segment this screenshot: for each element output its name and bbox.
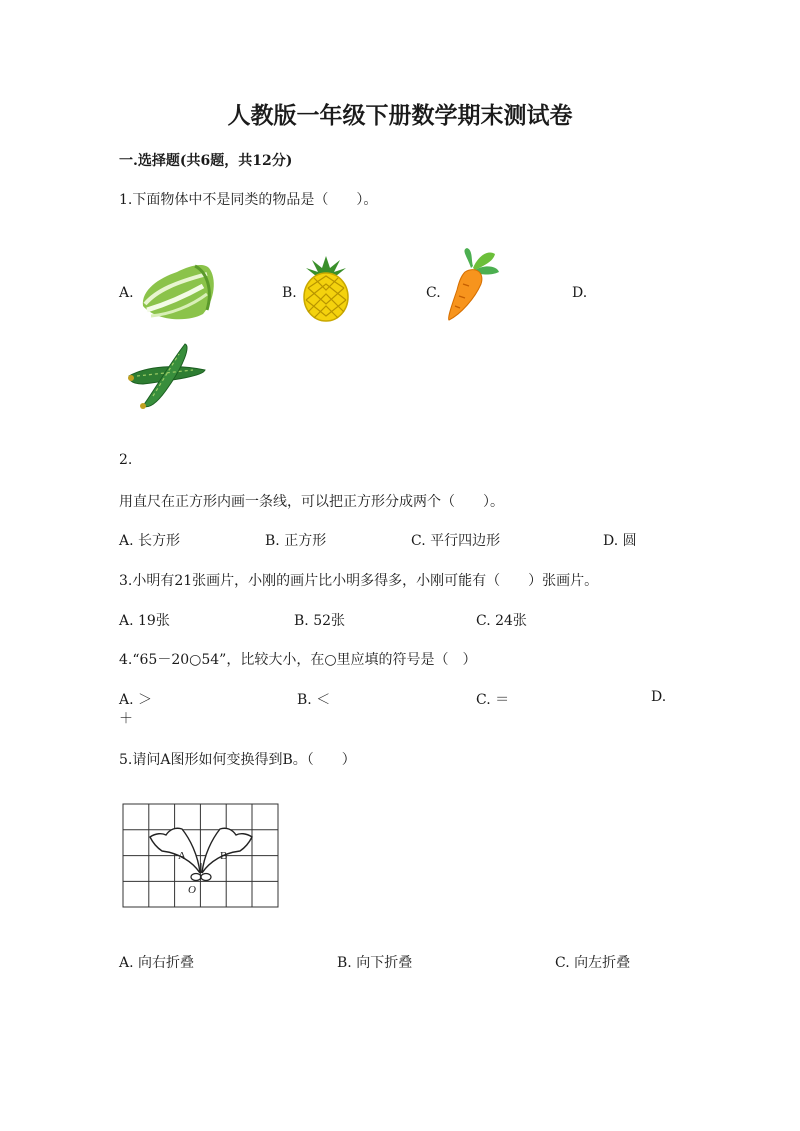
q3-option-c[interactable]: C. 24张: [476, 613, 527, 629]
q4-option-d[interactable]: D.: [651, 689, 667, 705]
question-3-stem: 3.小明有21张画片，小刚的画片比小明多得多，小刚可能有（ ）张画片。: [119, 573, 599, 589]
figure-label-a: A: [178, 850, 186, 862]
q1-option-c-label[interactable]: C.: [426, 285, 441, 301]
pineapple-image: [300, 254, 352, 322]
q3-option-a[interactable]: A. 19张: [119, 613, 170, 629]
figure-label-b: B: [220, 850, 228, 862]
q1-option-d-label[interactable]: D.: [572, 285, 588, 301]
section-heading: 一.选择题(共6题，共12分): [119, 153, 293, 169]
question-4-stem: 4.“65－20○54”，比较大小，在○里应填的符号是（ ）: [119, 652, 477, 668]
q2-option-c[interactable]: C. 平行四边形: [411, 533, 501, 549]
q2-option-b[interactable]: B. 正方形: [265, 533, 327, 549]
question-2-number: 2.: [119, 452, 133, 468]
q4-option-c[interactable]: C. ＝: [476, 692, 510, 708]
figure-label-o: O: [188, 884, 196, 896]
q5-option-a[interactable]: A. 向右折叠: [119, 955, 195, 971]
cabbage-image: [137, 260, 217, 324]
cucumber-image: [123, 340, 209, 412]
q4-option-a[interactable]: A. ＞: [119, 692, 153, 708]
question-5-stem: 5.请问A图形如何变换得到B。（ ）: [119, 752, 356, 768]
q1-option-b-label[interactable]: B.: [282, 285, 297, 301]
q5-option-b[interactable]: B. 向下折叠: [337, 955, 413, 971]
page-title: 人教版一年级下册数学期末测试卷: [227, 102, 573, 129]
q1-option-a-label[interactable]: A.: [119, 285, 134, 301]
q4-option-d-symbol: ＋: [119, 711, 133, 727]
q3-option-b[interactable]: B. 52张: [294, 613, 346, 629]
question-1-stem: 1.下面物体中不是同类的物品是（ ）。: [119, 192, 378, 208]
carrot-image: [441, 246, 501, 322]
grid-figure: [122, 803, 280, 909]
q2-option-d[interactable]: D. 圆: [603, 533, 637, 549]
q5-option-c[interactable]: C. 向左折叠: [555, 955, 631, 971]
question-2-stem: 用直尺在正方形内画一条线，可以把正方形分成两个（ ）。: [119, 494, 504, 510]
q4-option-b[interactable]: B. ＜: [297, 692, 331, 708]
q2-option-a[interactable]: A. 长方形: [119, 533, 181, 549]
